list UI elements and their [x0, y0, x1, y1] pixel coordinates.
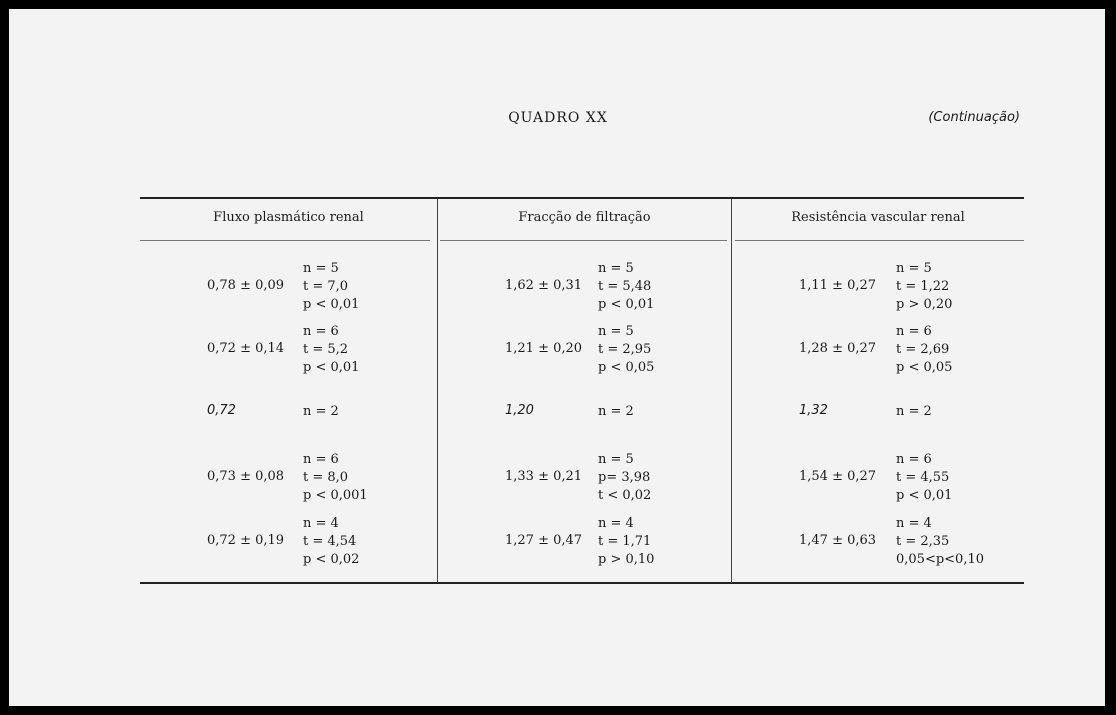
mean-value: 0,78 ± 0,09 [207, 278, 285, 293]
stat-line: p < 0,01 [303, 297, 360, 312]
stat-line: p= 3,98 [598, 470, 651, 485]
column-heading-resistencia: Resistência vascular renal [791, 210, 965, 225]
stat-line: t = 2,95 [598, 342, 652, 357]
stat-line: p < 0,02 [303, 552, 360, 567]
stat-line: n = 5 [303, 261, 339, 276]
stat-line: p > 0,20 [896, 297, 953, 312]
mean-value: 1,28 ± 0,27 [799, 341, 877, 356]
stat-line: n = 5 [896, 261, 932, 276]
stat-line: n = 6 [303, 324, 339, 339]
mean-value: 1,11 ± 0,27 [799, 278, 877, 293]
column-heading-fluxo: Fluxo plasmático renal [213, 210, 364, 225]
mean-value: 1,20 [505, 403, 534, 418]
stat-line: n = 5 [598, 324, 634, 339]
stat-line: t = 2,35 [896, 534, 950, 549]
continuation-label: (Continuação) [928, 110, 1020, 125]
stat-line: n = 4 [598, 516, 634, 531]
mean-value: 1,62 ± 0,31 [505, 278, 583, 293]
stat-line: 0,05<p<0,10 [896, 552, 984, 567]
stat-line: n = 2 [303, 404, 339, 419]
column-heading-fraccao: Fracção de filtração [518, 210, 651, 225]
stat-line: n = 4 [896, 516, 932, 531]
stat-line: n = 6 [303, 452, 339, 467]
mean-value: 1,33 ± 0,21 [505, 469, 583, 484]
mean-value: 0,72 ± 0,14 [207, 341, 285, 356]
stat-line: n = 5 [598, 261, 634, 276]
stat-line: t < 0,02 [598, 488, 652, 503]
stat-line: t = 5,48 [598, 279, 652, 294]
stat-line: t = 7,0 [303, 279, 349, 294]
stat-line: t = 4,54 [303, 534, 357, 549]
table-title: QUADRO XX [508, 110, 608, 126]
header-rule [735, 240, 1024, 241]
stat-line: n = 2 [896, 404, 932, 419]
mean-value: 1,21 ± 0,20 [505, 341, 583, 356]
stat-line: t = 8,0 [303, 470, 349, 485]
column-divider [437, 199, 438, 583]
stat-line: p > 0,10 [598, 552, 655, 567]
stat-line: t = 1,22 [896, 279, 950, 294]
mean-value: 0,72 ± 0,19 [207, 533, 285, 548]
stat-line: p < 0,05 [896, 360, 953, 375]
mean-value: 1,27 ± 0,47 [505, 533, 583, 548]
stat-line: p < 0,01 [598, 297, 655, 312]
stat-line: n = 4 [303, 516, 339, 531]
top-rule [140, 197, 1024, 199]
stat-line: t = 2,69 [896, 342, 950, 357]
mean-value: 1,54 ± 0,27 [799, 469, 877, 484]
mean-value: 1,32 [799, 403, 828, 418]
header-rule [140, 240, 430, 241]
mean-value: 0,73 ± 0,08 [207, 469, 285, 484]
stat-line: p < 0,001 [303, 488, 368, 503]
mean-value: 1,47 ± 0,63 [799, 533, 877, 548]
stat-line: p < 0,05 [598, 360, 655, 375]
stat-line: t = 5,2 [303, 342, 349, 357]
stat-line: n = 6 [896, 452, 932, 467]
stat-line: p < 0,01 [303, 360, 360, 375]
header-rule [440, 240, 727, 241]
stat-line: p < 0,01 [896, 488, 953, 503]
stat-line: t = 4,55 [896, 470, 950, 485]
stat-line: n = 6 [896, 324, 932, 339]
column-divider [731, 199, 732, 583]
bottom-rule [140, 582, 1024, 584]
mean-value: 0,72 [207, 403, 236, 418]
stat-line: t = 1,71 [598, 534, 652, 549]
stat-line: n = 2 [598, 404, 634, 419]
stat-line: n = 5 [598, 452, 634, 467]
